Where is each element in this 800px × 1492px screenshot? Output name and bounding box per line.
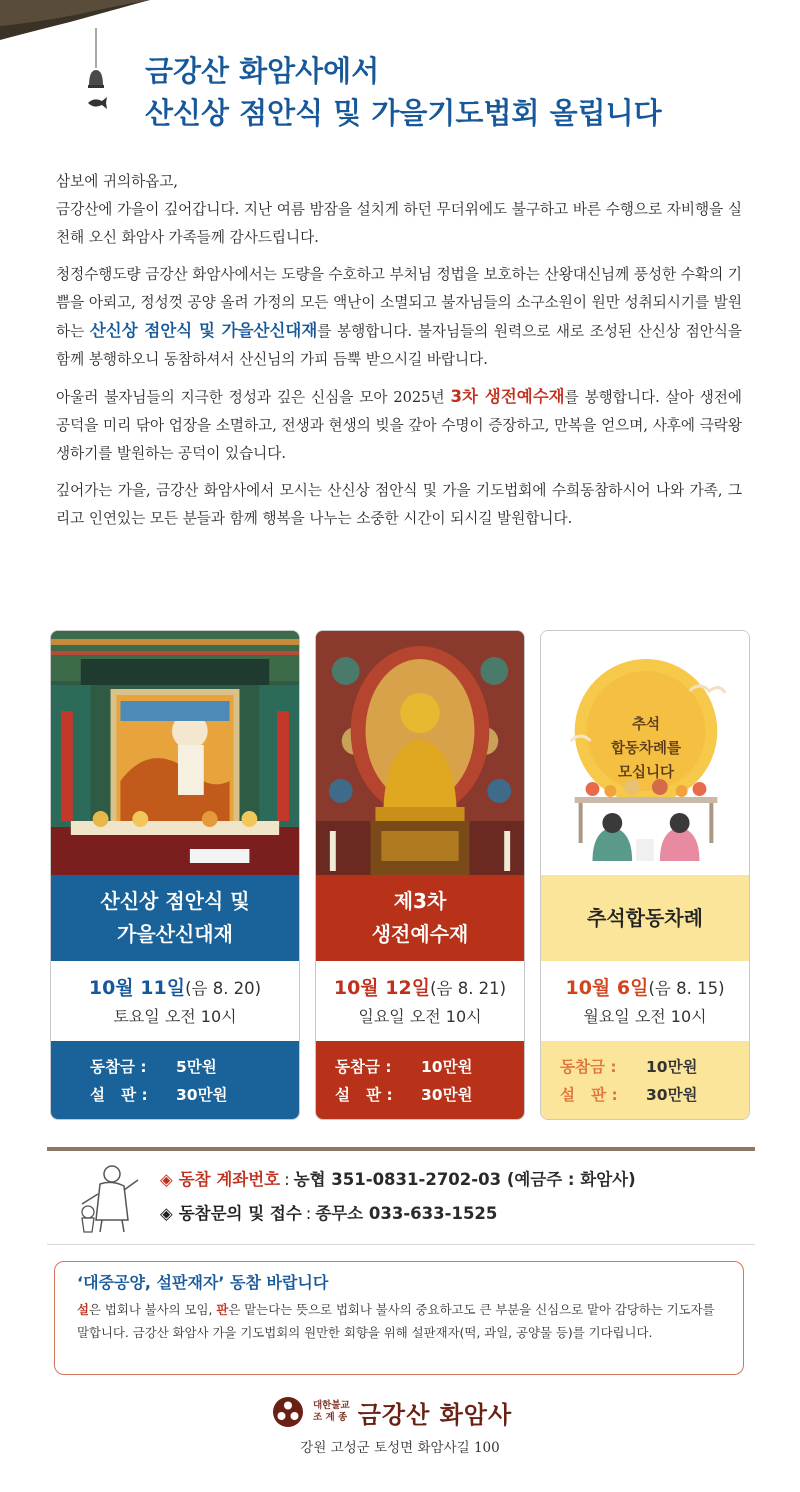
- event-cards: [50, 630, 750, 1120]
- title-line-1: 금강산 화암사에서: [145, 54, 380, 88]
- card-date-text: 10월 12일: [333, 977, 431, 999]
- account-label: 동참 계좌번호: [178, 1170, 281, 1189]
- card-date: [316, 974, 524, 1003]
- logo-subtitle: [313, 1400, 350, 1424]
- notice-keyword-pan: 판: [216, 1302, 229, 1317]
- body-text: [56, 168, 742, 542]
- greeting: 삼보에 귀의하옵고,: [56, 173, 179, 190]
- notice-keyword-seol: 설: [77, 1302, 89, 1317]
- event-card-chuseok: [540, 630, 750, 1120]
- card-title: 추석합동차례: [541, 875, 749, 961]
- notice-text: [77, 1298, 723, 1344]
- fee-value: 5만원: [176, 1058, 217, 1076]
- notice-title: ‘대중공양, 설판재자’ 동참 바랍니다: [77, 1273, 329, 1292]
- notice-text-2: 은 맡는다는 뜻으로 법회나 불사의 중요하고도 큰 부분을 신심으로 맡아 감당하는 기도자를 말합니다. 금강산 화암사 가을 기도법회의 원만한 회향을 위해 설판재자(떡, 과일, 공양물 등)를 기다립니다.: [77, 1302, 715, 1340]
- fee-label: 설 판 :: [90, 1086, 148, 1104]
- card-schedule: [316, 961, 524, 1041]
- section-divider: [47, 1147, 755, 1151]
- fee-value: 10만원: [421, 1058, 473, 1076]
- paragraph-3-text-b: 를 봉행합니다. 살아 생전에 공덕을 미리 닦아 업장을 소멸하고, 전생과 현생의 빚을 갚아 수명이 증장하고, 만복을 얻으며, 사후에 극락왕생하기를 발원하는 공덕이 있습니다.: [56, 389, 742, 462]
- card-date-text: 10월 6일: [565, 977, 649, 999]
- temple-address: 강원 고성군 토성면 화암사길 100: [300, 1440, 500, 1456]
- paragraph-3-text-a: 아울러 불자님들의 지극한 정성과 깊은 신심을 모아 2025년: [56, 389, 451, 406]
- temple-name: 금강산 화암사: [357, 1400, 513, 1429]
- event-card-yesujae: [315, 630, 525, 1120]
- card-time: 토요일 오전 10시: [113, 1007, 237, 1026]
- fee-label: 설 판 :: [335, 1086, 393, 1104]
- card-title: 제3차 생전예수재: [316, 875, 524, 961]
- fee-value: 30만원: [176, 1086, 228, 1104]
- roof-eave-decoration: [0, 0, 150, 40]
- paragraph-3: [56, 383, 742, 468]
- fee-row-seolpan: [541, 1081, 749, 1109]
- fee-label: 동참금 :: [560, 1058, 617, 1076]
- diamond-bullet-icon: ◈: [160, 1170, 173, 1189]
- notice-text-1: 은 법회나 불사의 모임,: [88, 1302, 217, 1317]
- account-row: [160, 1163, 760, 1197]
- temple-logo: [272, 1394, 542, 1430]
- diamond-bullet-icon: ◈: [160, 1204, 173, 1223]
- paragraph-3-highlight: 3차 생전예수재: [450, 387, 565, 406]
- sansin-painting-photo: [51, 631, 299, 875]
- paragraph-2: [56, 261, 742, 374]
- fee-row-participation: [541, 1053, 749, 1081]
- monk-illustration-icon: [72, 1160, 146, 1234]
- separator: :: [305, 1204, 312, 1223]
- card-fees: [51, 1041, 299, 1120]
- card-date-text: 10월 11일: [88, 977, 186, 999]
- inquiry-row: [160, 1197, 760, 1231]
- seolpan-notice-box: [54, 1261, 744, 1375]
- card-fees: [541, 1041, 749, 1120]
- thin-divider: [47, 1244, 755, 1245]
- inquiry-label: 동참문의 및 접수: [178, 1204, 302, 1223]
- title-line-2: 산신상 점안식 및 가을기도법회 올립니다: [145, 96, 662, 130]
- card-fees: [316, 1041, 524, 1120]
- fee-value: 30만원: [646, 1086, 698, 1104]
- fee-row-seolpan: [51, 1081, 299, 1109]
- card-time: 일요일 오전 10시: [358, 1007, 482, 1026]
- fee-value: 10만원: [646, 1058, 698, 1076]
- fee-row-seolpan: [316, 1081, 524, 1109]
- card-date: [541, 974, 749, 1003]
- event-card-sansin: [50, 630, 300, 1120]
- paragraph-4: 깊어가는 가을, 금강산 화암사에서 모시는 산신상 점안식 및 가을 기도법회에 수희동참하시어 나와 가족, 그리고 인연있는 모든 분들과 함께 행복을 나누는 소중한 시간이 되시길 발원합니다.: [56, 482, 742, 527]
- jogye-order-emblem-icon: [272, 1396, 304, 1428]
- card-time: 월요일 오전 10시: [583, 1007, 707, 1026]
- separator: :: [284, 1170, 290, 1189]
- page-title: [145, 50, 765, 134]
- card-lunar-date: (음 8. 21): [430, 979, 507, 998]
- account-value: 농협 351-0831-2702-03 (예금주 : 화암사): [293, 1170, 636, 1189]
- card-lunar-date: (음 8. 20): [185, 979, 262, 998]
- paragraph-2-text-b: 를 봉행합니다. 불자님들의 원력으로 새로 조성된 산신상 점안식을 함께 봉행하오니 동참하셔서 산신님의 가피 듬뿍 받으시길 바랍니다.: [56, 323, 742, 368]
- fee-label: 동참금 :: [335, 1058, 392, 1076]
- fee-label: 설 판 :: [560, 1086, 618, 1104]
- fee-value: 30만원: [421, 1086, 473, 1104]
- card-schedule: [541, 961, 749, 1041]
- card-title: 산신상 점안식 및 가을산신대재: [51, 875, 299, 961]
- fish-ornament-icon: [86, 96, 108, 110]
- fee-row-participation: [316, 1053, 524, 1081]
- contact-info: [160, 1163, 760, 1231]
- paragraph-1-text: 금강산에 가을이 깊어갑니다. 지난 여름 밤잠을 설치게 하던 무더위에도 불구하고 바른 수행으로 자비행을 실천해 오신 화암사 가족들께 감사드립니다.: [56, 201, 742, 246]
- fee-row-participation: [51, 1053, 299, 1081]
- inquiry-value: 종무소 033-633-1525: [315, 1204, 498, 1223]
- card-lunar-date: (음 8. 15): [648, 979, 725, 998]
- logo-sub-2: 조 계 종: [313, 1412, 348, 1423]
- logo-sub-1: 대한불교: [313, 1400, 350, 1411]
- fee-label: 동참금 :: [90, 1058, 147, 1076]
- chuseok-moon-text: 추석 합동차례를 모십니다: [610, 717, 682, 781]
- paragraph-2-text-a: 청정수행도량 금강산 화암사에서는 도량을 수호하고 부처님 정법을 보호하는 산왕대신님께 풍성한 수확의 기쁨을 아뢰고, 정성껏 공양 올려 가정의 모든 액난이 소멸되고 불자님들의 소구소원이 원만 성취되시기를 발원하는: [56, 266, 742, 340]
- card-schedule: [51, 961, 299, 1041]
- golden-buddha-photo: [316, 631, 524, 875]
- card-date: [51, 974, 299, 1003]
- paragraph-1: [56, 168, 742, 252]
- paragraph-2-highlight: 산신상 점안식 및 가을산신대재: [89, 321, 318, 340]
